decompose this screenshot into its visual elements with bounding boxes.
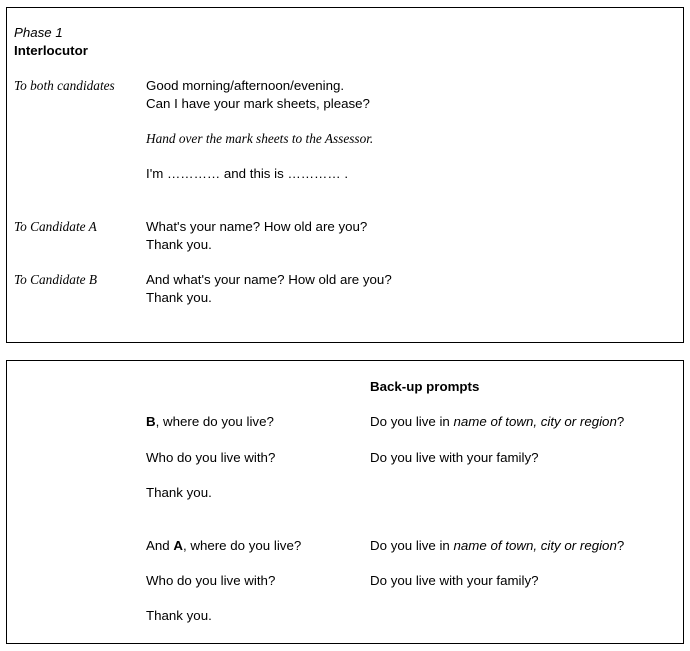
addressee-candidate-a: To Candidate A — [14, 219, 97, 234]
and-text: And — [146, 538, 174, 553]
where-live-text: , where do you live? — [182, 538, 302, 553]
role-heading: Interlocutor — [14, 43, 88, 58]
question-a-live-with: Who do you live with? — [146, 573, 276, 588]
question-a-where-live — [146, 537, 301, 555]
phase-label: Phase 1 — [14, 25, 63, 40]
candidate-b-letter: B — [146, 414, 156, 429]
question-b-live-with: Who do you live with? — [146, 450, 276, 465]
prompt-prefix: Do you live in — [370, 538, 454, 553]
prompt-a-town — [370, 537, 624, 555]
question-b-thanks: Thank you. — [146, 485, 212, 500]
mark-sheets-line: Can I have your mark sheets, please? — [146, 96, 370, 111]
questions-box — [6, 360, 684, 644]
backup-prompts-heading: Back-up prompts — [370, 379, 480, 394]
prompt-suffix: ? — [616, 414, 625, 429]
instruction-line: Hand over the mark sheets to the Assessor. — [146, 131, 374, 146]
prompt-prefix: Do you live in — [370, 414, 454, 429]
candidate-a-question: What's your name? How old are you? — [146, 219, 368, 234]
prompt-b-family: Do you live with your family? — [370, 450, 539, 465]
prompt-suffix: ? — [616, 538, 625, 553]
prompt-b-town — [370, 413, 624, 431]
addressee-both: To both candidates — [14, 78, 115, 93]
candidate-b-question: And what's your name? How old are you? — [146, 272, 392, 287]
prompt-placeholder: name of town, city or region — [453, 538, 617, 553]
where-live-text: , where do you live? — [155, 414, 274, 429]
greeting-line: Good morning/afternoon/evening. — [146, 78, 345, 93]
prompt-a-family: Do you live with your family? — [370, 573, 539, 588]
candidate-b-thanks: Thank you. — [146, 290, 212, 305]
question-a-thanks: Thank you. — [146, 608, 212, 623]
question-b-where-live — [146, 413, 274, 431]
candidate-a-letter: A — [173, 538, 183, 553]
addressee-candidate-b: To Candidate B — [14, 272, 97, 287]
intro-line: I'm ………… and this is ………… . — [146, 166, 349, 181]
candidate-a-thanks: Thank you. — [146, 237, 212, 252]
prompt-placeholder: name of town, city or region — [453, 414, 617, 429]
